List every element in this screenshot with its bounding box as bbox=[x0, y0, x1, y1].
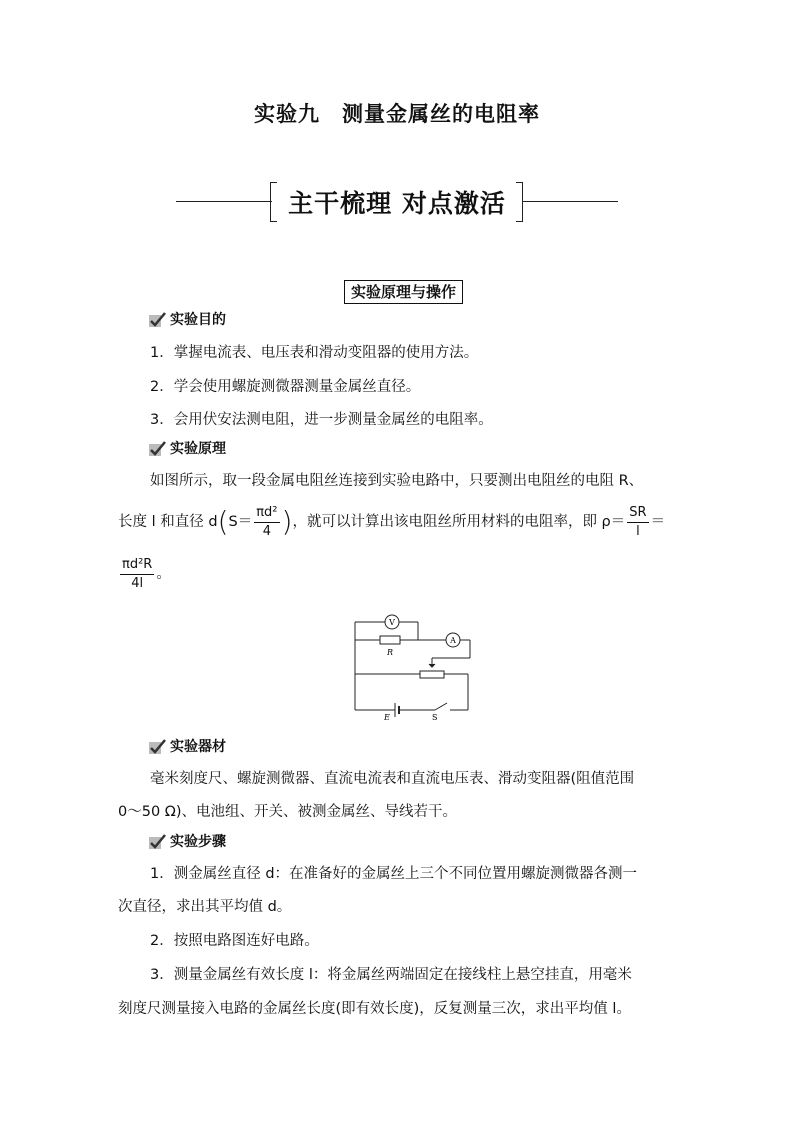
section-heading-steps bbox=[148, 832, 226, 852]
area-fraction-den: 4 bbox=[262, 523, 271, 539]
step-1-line-1: 1．测金属丝直径 d：在准备好的金属丝上三个不同位置用螺旋测微器各测一 bbox=[150, 866, 638, 882]
end-mark: 。 bbox=[156, 566, 171, 582]
battery-label: E bbox=[384, 713, 390, 722]
principle-line-1: 如图所示，取一段金属电阻丝连接到实验电路中，只要测出电阻丝的电阻 R、 bbox=[150, 473, 644, 489]
boxed-heading: 实验原理与操作 bbox=[344, 280, 463, 304]
resistivity-fraction-2 bbox=[120, 556, 154, 593]
section-heading-text: 实验目的 bbox=[170, 312, 226, 328]
principle-line-2 bbox=[118, 500, 665, 544]
paren-close: ) bbox=[281, 505, 293, 538]
resistivity-fraction-1-num: SR bbox=[627, 504, 648, 523]
resistivity-fraction-2-den: 4l bbox=[131, 575, 144, 591]
resistivity-fraction-2-num: πd²R bbox=[120, 556, 154, 575]
equipment-line-1: 毫米刻度尺、螺旋测微器、直流电流表和直流电压表、滑动变阻器(阻值范围 bbox=[150, 771, 635, 787]
purpose-item-2: 2．学会使用螺旋测微器测量金属丝直径。 bbox=[150, 379, 421, 395]
step-1-line-2: 次直径，求出其平均值 d。 bbox=[118, 899, 292, 915]
step-3-line-2: 刻度尺测量接入电路的金属丝长度(即有效长度)，反复测量三次，求出平均值 l。 bbox=[118, 1001, 631, 1017]
banner-bracket-right bbox=[516, 182, 523, 222]
switch-label: S bbox=[432, 713, 438, 722]
banner-rule-right bbox=[522, 201, 618, 202]
purpose-item-1: 1．掌握电流表、电压表和滑动变阻器的使用方法。 bbox=[150, 345, 479, 361]
section-heading-equipment bbox=[148, 737, 226, 757]
principle-line-2b: ，就可以计算出该电阻丝所用材料的电阻率，即 ρ＝ bbox=[292, 514, 626, 530]
section-banner bbox=[0, 180, 794, 224]
equals-sign: ＝ bbox=[650, 514, 666, 530]
checkmark-icon bbox=[148, 441, 166, 457]
banner-rule-left bbox=[176, 201, 272, 202]
page-title: 实验九 测量金属丝的电阻率 bbox=[254, 102, 540, 126]
circuit-diagram bbox=[340, 610, 480, 725]
area-fraction-num: πd² bbox=[254, 504, 279, 523]
checkmark-icon bbox=[148, 312, 166, 328]
principle-line-3 bbox=[118, 552, 171, 596]
step-2: 2．按照电路图连好电路。 bbox=[150, 933, 319, 949]
banner-bracket-left bbox=[270, 182, 277, 222]
section-heading-text: 实验步骤 bbox=[170, 834, 226, 850]
section-heading-principle bbox=[148, 439, 226, 459]
section-heading-purpose bbox=[148, 310, 226, 330]
equipment-line-2: 0～50 Ω)、电池组、开关、被测金属丝、导线若干。 bbox=[118, 804, 458, 820]
resistivity-fraction-1-den: l bbox=[636, 523, 640, 539]
resistor-label: R bbox=[386, 648, 394, 657]
purpose-item-3: 3．会用伏安法测电阻，进一步测量金属丝的电阻率。 bbox=[150, 412, 493, 428]
checkmark-icon bbox=[148, 834, 166, 850]
section-heading-text: 实验器材 bbox=[170, 739, 226, 755]
banner-text: 主干梳理 对点激活 bbox=[288, 189, 506, 218]
section-heading-text: 实验原理 bbox=[170, 441, 226, 457]
area-eq-label: S＝ bbox=[228, 514, 253, 530]
resistivity-fraction-1 bbox=[627, 504, 648, 541]
step-3-line-1: 3．测量金属丝有效长度 l：将金属丝两端固定在接线柱上悬空挂直，用毫米 bbox=[150, 967, 632, 983]
principle-line-2a: 长度 l 和直径 d bbox=[118, 514, 218, 530]
voltmeter-label: V bbox=[389, 618, 395, 627]
ammeter-label: A bbox=[450, 636, 456, 645]
paren-open: ( bbox=[217, 505, 229, 538]
area-fraction bbox=[254, 504, 279, 541]
checkmark-icon bbox=[148, 739, 166, 755]
